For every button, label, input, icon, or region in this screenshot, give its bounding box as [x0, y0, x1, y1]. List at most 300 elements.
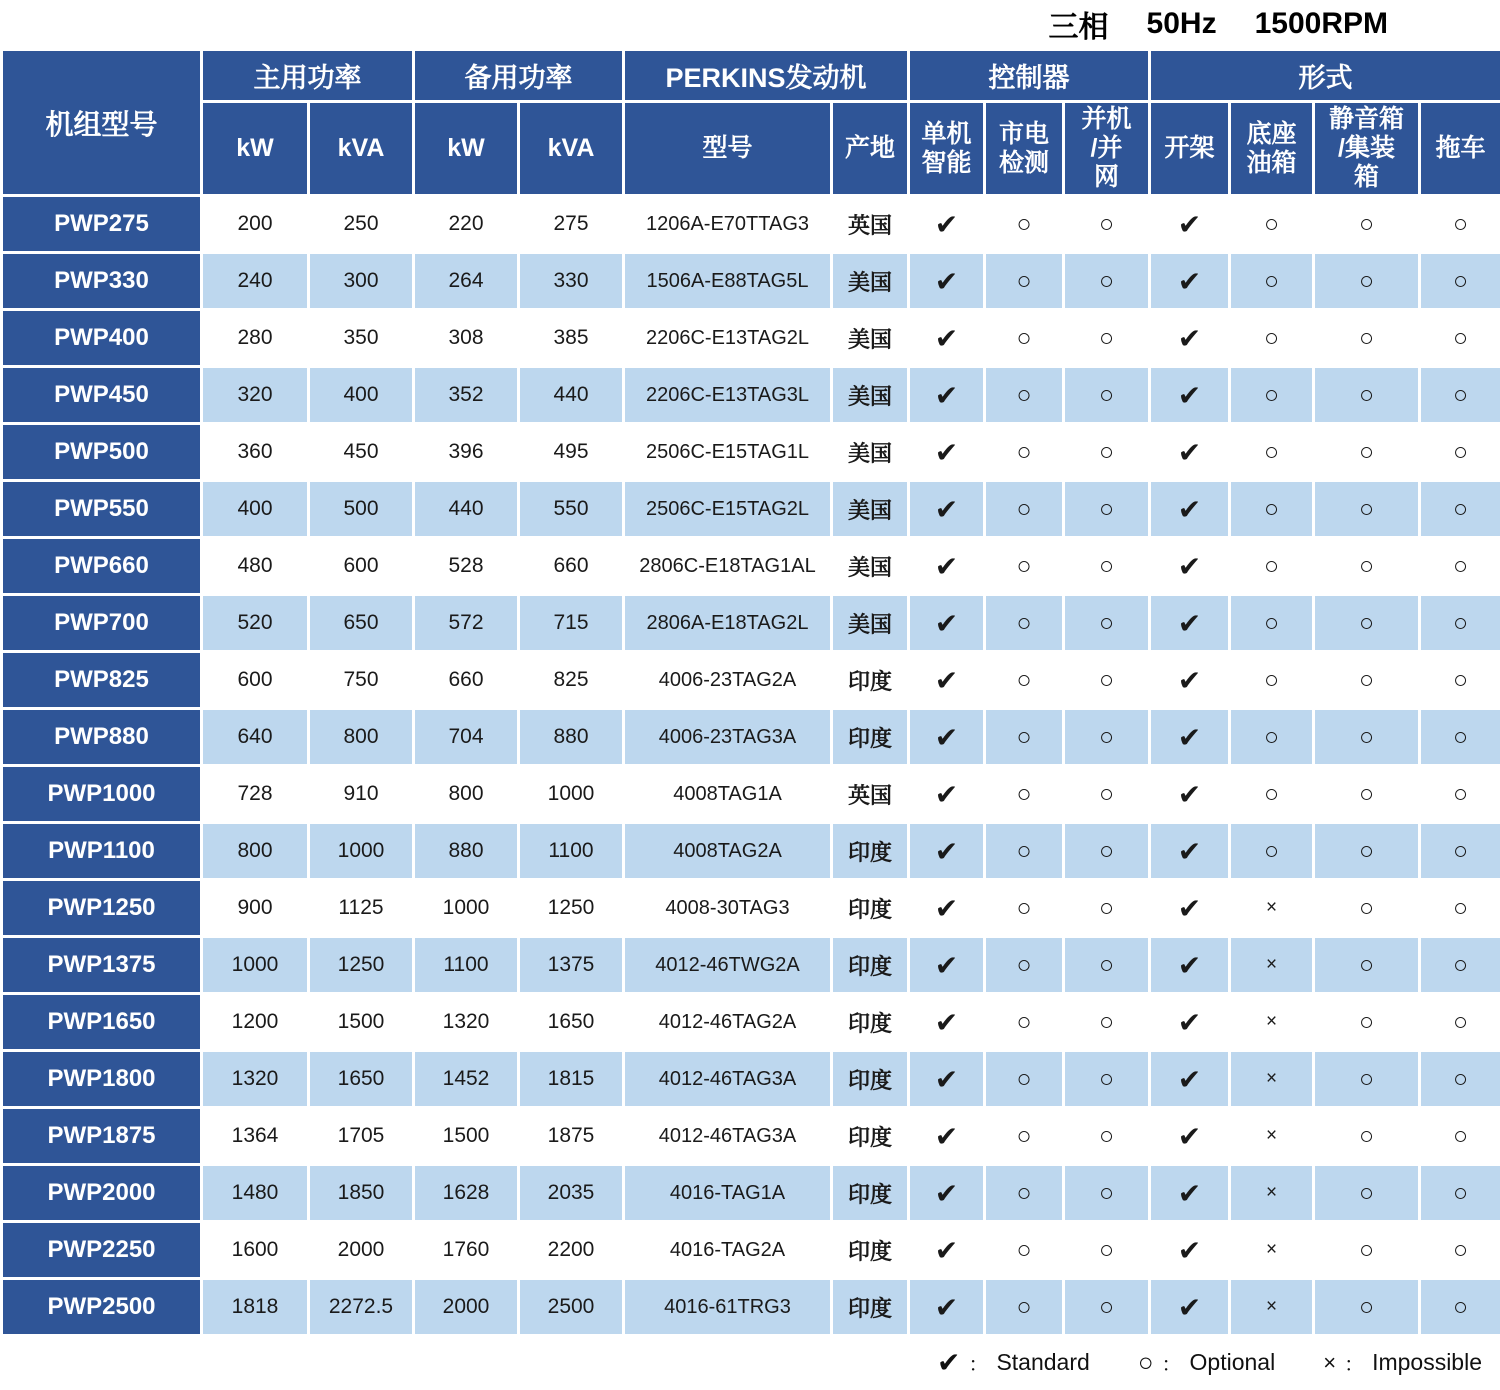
controller-standalone-cell: ✔	[910, 767, 983, 821]
controller-mains-detect-cell: ○	[986, 1109, 1062, 1163]
form-open-frame-cell: ✔	[1151, 995, 1228, 1049]
form-open-frame-cell: ✔	[1151, 254, 1228, 308]
model-cell: PWP400	[3, 311, 200, 365]
standby-kw-cell: 308	[415, 311, 517, 365]
legend-impossible-label: Impossible	[1372, 1349, 1482, 1375]
prime-kva-cell: 1705	[310, 1109, 412, 1163]
controller-mains-detect-cell: ○	[986, 1052, 1062, 1106]
form-trailer-cell: ○	[1421, 881, 1500, 935]
column-header-engine-origin: 产地	[833, 103, 907, 194]
controller-mains-detect-cell: ○	[986, 1223, 1062, 1277]
legend-impossible-symbol: ×	[1323, 1349, 1337, 1375]
form-base-fuel-tank-cell: ○	[1231, 539, 1312, 593]
table-body	[3, 197, 1500, 1334]
column-header-form-base-fuel-tank: 底座 油箱	[1231, 103, 1312, 194]
form-silent-container-cell: ○	[1315, 653, 1418, 707]
column-header-standby-kva: kVA	[520, 103, 622, 194]
table-row	[3, 1166, 1500, 1220]
form-base-fuel-tank-cell: ×	[1231, 1223, 1312, 1277]
form-trailer-cell: ○	[1421, 1052, 1500, 1106]
form-open-frame-cell: ✔	[1151, 1223, 1228, 1277]
table-row	[3, 824, 1500, 878]
engine-model-cell: 4016-TAG2A	[625, 1223, 830, 1277]
form-silent-container-cell: ○	[1315, 482, 1418, 536]
form-trailer-cell: ○	[1421, 482, 1500, 536]
engine-origin-cell: 美国	[833, 425, 907, 479]
model-cell: PWP2500	[3, 1280, 200, 1334]
prime-kva-cell: 450	[310, 425, 412, 479]
standby-kva-cell: 880	[520, 710, 622, 764]
engine-origin-cell: 印度	[833, 1109, 907, 1163]
controller-parallel-cell: ○	[1065, 539, 1148, 593]
form-open-frame-cell: ✔	[1151, 938, 1228, 992]
form-trailer-cell: ○	[1421, 824, 1500, 878]
table-row	[3, 425, 1500, 479]
form-open-frame-cell: ✔	[1151, 881, 1228, 935]
engine-model-cell: 4006-23TAG2A	[625, 653, 830, 707]
legend-separator: ：	[1344, 1354, 1365, 1376]
legend-standard-symbol: ✔	[936, 1347, 961, 1378]
form-base-fuel-tank-cell: ○	[1231, 368, 1312, 422]
form-open-frame-cell: ✔	[1151, 1166, 1228, 1220]
form-trailer-cell: ○	[1421, 710, 1500, 764]
column-group-5: 形式	[1151, 51, 1500, 100]
engine-model-cell: 4012-46TWG2A	[625, 938, 830, 992]
model-cell: PWP275	[3, 197, 200, 251]
table-row	[3, 767, 1500, 821]
form-silent-container-cell: ○	[1315, 938, 1418, 992]
standby-kva-cell: 385	[520, 311, 622, 365]
engine-model-cell: 4008TAG1A	[625, 767, 830, 821]
engine-origin-cell: 美国	[833, 368, 907, 422]
table-row	[3, 1052, 1500, 1106]
controller-parallel-cell: ○	[1065, 767, 1148, 821]
form-silent-container-cell: ○	[1315, 1052, 1418, 1106]
prime-kva-cell: 1650	[310, 1052, 412, 1106]
form-trailer-cell: ○	[1421, 539, 1500, 593]
standby-kw-cell: 800	[415, 767, 517, 821]
standby-kva-cell: 1250	[520, 881, 622, 935]
controller-standalone-cell: ✔	[910, 824, 983, 878]
engine-origin-cell: 印度	[833, 1223, 907, 1277]
controller-parallel-cell: ○	[1065, 1109, 1148, 1163]
prime-kw-cell: 200	[203, 197, 307, 251]
column-header-prime-kw: kW	[203, 103, 307, 194]
table-row	[3, 539, 1500, 593]
table-row	[3, 710, 1500, 764]
table-header	[3, 51, 1500, 194]
standby-kw-cell: 1000	[415, 881, 517, 935]
prime-kva-cell: 1125	[310, 881, 412, 935]
standby-kva-cell: 1375	[520, 938, 622, 992]
form-trailer-cell: ○	[1421, 938, 1500, 992]
controller-parallel-cell: ○	[1065, 653, 1148, 707]
engine-model-cell: 2806C-E18TAG1AL	[625, 539, 830, 593]
model-cell: PWP550	[3, 482, 200, 536]
form-base-fuel-tank-cell: ○	[1231, 197, 1312, 251]
controller-standalone-cell: ✔	[910, 653, 983, 707]
controller-parallel-cell: ○	[1065, 1166, 1148, 1220]
engine-origin-cell: 印度	[833, 1166, 907, 1220]
engine-origin-cell: 英国	[833, 767, 907, 821]
prime-kw-cell: 1480	[203, 1166, 307, 1220]
controller-parallel-cell: ○	[1065, 1052, 1148, 1106]
legend-standard-label: Standard	[996, 1349, 1090, 1375]
prime-kva-cell: 1000	[310, 824, 412, 878]
model-cell: PWP825	[3, 653, 200, 707]
controller-mains-detect-cell: ○	[986, 1280, 1062, 1334]
form-silent-container-cell: ○	[1315, 311, 1418, 365]
form-open-frame-cell: ✔	[1151, 482, 1228, 536]
legend-separator: ：	[968, 1354, 989, 1376]
controller-standalone-cell: ✔	[910, 1166, 983, 1220]
standby-kw-cell: 572	[415, 596, 517, 650]
prime-kw-cell: 360	[203, 425, 307, 479]
legend-item-impossible	[1323, 1348, 1482, 1377]
controller-mains-detect-cell: ○	[986, 881, 1062, 935]
form-open-frame-cell: ✔	[1151, 710, 1228, 764]
form-open-frame-cell: ✔	[1151, 539, 1228, 593]
form-trailer-cell: ○	[1421, 596, 1500, 650]
column-header-engine-model: 型号	[625, 103, 830, 194]
form-trailer-cell: ○	[1421, 1109, 1500, 1163]
form-trailer-cell: ○	[1421, 368, 1500, 422]
standby-kw-cell: 1760	[415, 1223, 517, 1277]
form-silent-container-cell: ○	[1315, 1166, 1418, 1220]
controller-standalone-cell: ✔	[910, 710, 983, 764]
engine-model-cell: 4016-TAG1A	[625, 1166, 830, 1220]
controller-mains-detect-cell: ○	[986, 710, 1062, 764]
table-row	[3, 1280, 1500, 1334]
form-open-frame-cell: ✔	[1151, 596, 1228, 650]
standby-kva-cell: 440	[520, 368, 622, 422]
controller-parallel-cell: ○	[1065, 482, 1148, 536]
controller-parallel-cell: ○	[1065, 368, 1148, 422]
standby-kw-cell: 704	[415, 710, 517, 764]
prime-kw-cell: 1818	[203, 1280, 307, 1334]
standby-kw-cell: 1452	[415, 1052, 517, 1106]
engine-model-cell: 2206C-E13TAG2L	[625, 311, 830, 365]
controller-standalone-cell: ✔	[910, 938, 983, 992]
prime-kw-cell: 1364	[203, 1109, 307, 1163]
legend-optional-symbol: ○	[1137, 1347, 1154, 1377]
form-base-fuel-tank-cell: ×	[1231, 881, 1312, 935]
title-speed: 1500RPM	[1254, 7, 1388, 40]
header-sub-row	[3, 103, 1500, 194]
controller-standalone-cell: ✔	[910, 881, 983, 935]
controller-parallel-cell: ○	[1065, 1223, 1148, 1277]
standby-kw-cell: 264	[415, 254, 517, 308]
standby-kw-cell: 1628	[415, 1166, 517, 1220]
standby-kva-cell: 330	[520, 254, 622, 308]
form-base-fuel-tank-cell: ○	[1231, 311, 1312, 365]
prime-kva-cell: 250	[310, 197, 412, 251]
column-header-form-open-frame: 开架	[1151, 103, 1228, 194]
prime-kva-cell: 500	[310, 482, 412, 536]
engine-origin-cell: 印度	[833, 1280, 907, 1334]
controller-standalone-cell: ✔	[910, 368, 983, 422]
form-base-fuel-tank-cell: ×	[1231, 1109, 1312, 1163]
controller-parallel-cell: ○	[1065, 596, 1148, 650]
form-open-frame-cell: ✔	[1151, 197, 1228, 251]
column-group-3: PERKINS发动机	[625, 51, 907, 100]
engine-model-cell: 4012-46TAG3A	[625, 1109, 830, 1163]
controller-mains-detect-cell: ○	[986, 482, 1062, 536]
standby-kva-cell: 660	[520, 539, 622, 593]
form-open-frame-cell: ✔	[1151, 1280, 1228, 1334]
controller-standalone-cell: ✔	[910, 1280, 983, 1334]
model-cell: PWP1800	[3, 1052, 200, 1106]
controller-standalone-cell: ✔	[910, 995, 983, 1049]
column-group-4: 控制器	[910, 51, 1148, 100]
controller-mains-detect-cell: ○	[986, 311, 1062, 365]
prime-kva-cell: 1850	[310, 1166, 412, 1220]
legend-separator: ：	[1161, 1354, 1182, 1376]
controller-standalone-cell: ✔	[910, 1052, 983, 1106]
form-open-frame-cell: ✔	[1151, 824, 1228, 878]
prime-kva-cell: 350	[310, 311, 412, 365]
controller-parallel-cell: ○	[1065, 995, 1148, 1049]
controller-mains-detect-cell: ○	[986, 1166, 1062, 1220]
form-open-frame-cell: ✔	[1151, 653, 1228, 707]
prime-kva-cell: 400	[310, 368, 412, 422]
standby-kw-cell: 1500	[415, 1109, 517, 1163]
table-row	[3, 482, 1500, 536]
standby-kva-cell: 1815	[520, 1052, 622, 1106]
standby-kw-cell: 660	[415, 653, 517, 707]
controller-parallel-cell: ○	[1065, 197, 1148, 251]
prime-kw-cell: 640	[203, 710, 307, 764]
controller-parallel-cell: ○	[1065, 938, 1148, 992]
prime-kva-cell: 1250	[310, 938, 412, 992]
standby-kva-cell: 1875	[520, 1109, 622, 1163]
standby-kva-cell: 550	[520, 482, 622, 536]
standby-kw-cell: 440	[415, 482, 517, 536]
table-row	[3, 1109, 1500, 1163]
form-silent-container-cell: ○	[1315, 197, 1418, 251]
form-base-fuel-tank-cell: ○	[1231, 824, 1312, 878]
engine-origin-cell: 印度	[833, 1052, 907, 1106]
engine-origin-cell: 美国	[833, 311, 907, 365]
prime-kw-cell: 240	[203, 254, 307, 308]
column-header-form-trailer: 拖车	[1421, 103, 1500, 194]
form-base-fuel-tank-cell: ×	[1231, 1280, 1312, 1334]
form-open-frame-cell: ✔	[1151, 767, 1228, 821]
engine-model-cell: 2506C-E15TAG1L	[625, 425, 830, 479]
table-row	[3, 653, 1500, 707]
engine-model-cell: 4008TAG2A	[625, 824, 830, 878]
table-row	[3, 938, 1500, 992]
prime-kw-cell: 1600	[203, 1223, 307, 1277]
form-silent-container-cell: ○	[1315, 254, 1418, 308]
standby-kw-cell: 1100	[415, 938, 517, 992]
model-cell: PWP450	[3, 368, 200, 422]
engine-origin-cell: 美国	[833, 539, 907, 593]
form-trailer-cell: ○	[1421, 197, 1500, 251]
form-base-fuel-tank-cell: ×	[1231, 938, 1312, 992]
form-trailer-cell: ○	[1421, 767, 1500, 821]
prime-kw-cell: 728	[203, 767, 307, 821]
table-row	[3, 596, 1500, 650]
model-cell: PWP1100	[3, 824, 200, 878]
prime-kw-cell: 400	[203, 482, 307, 536]
model-cell: PWP700	[3, 596, 200, 650]
form-open-frame-cell: ✔	[1151, 1052, 1228, 1106]
controller-parallel-cell: ○	[1065, 881, 1148, 935]
legend-optional-label: Optional	[1189, 1349, 1276, 1375]
controller-mains-detect-cell: ○	[986, 197, 1062, 251]
prime-kva-cell: 650	[310, 596, 412, 650]
column-header-controller-parallel: 并机 /并 网	[1065, 103, 1148, 194]
form-silent-container-cell: ○	[1315, 1109, 1418, 1163]
engine-origin-cell: 英国	[833, 197, 907, 251]
controller-parallel-cell: ○	[1065, 1280, 1148, 1334]
engine-origin-cell: 美国	[833, 596, 907, 650]
engine-origin-cell: 印度	[833, 653, 907, 707]
table-row	[3, 1223, 1500, 1277]
form-silent-container-cell: ○	[1315, 995, 1418, 1049]
controller-mains-detect-cell: ○	[986, 368, 1062, 422]
controller-mains-detect-cell: ○	[986, 539, 1062, 593]
prime-kw-cell: 320	[203, 368, 307, 422]
form-silent-container-cell: ○	[1315, 539, 1418, 593]
column-header-controller-mains-detect: 市电 检测	[986, 103, 1062, 194]
column-group-2: 备用功率	[415, 51, 622, 100]
title-phase: 三相	[1048, 11, 1109, 44]
column-header-standby-kw: kW	[415, 103, 517, 194]
controller-parallel-cell: ○	[1065, 311, 1148, 365]
standby-kw-cell: 880	[415, 824, 517, 878]
model-cell: PWP2000	[3, 1166, 200, 1220]
engine-origin-cell: 印度	[833, 824, 907, 878]
column-header-form-silent-container: 静音箱 /集装 箱	[1315, 103, 1418, 194]
column-header-prime-kva: kVA	[310, 103, 412, 194]
standby-kva-cell: 715	[520, 596, 622, 650]
prime-kw-cell: 1200	[203, 995, 307, 1049]
standby-kva-cell: 1650	[520, 995, 622, 1049]
standby-kva-cell: 2200	[520, 1223, 622, 1277]
prime-kw-cell: 520	[203, 596, 307, 650]
controller-standalone-cell: ✔	[910, 197, 983, 251]
form-base-fuel-tank-cell: ○	[1231, 653, 1312, 707]
form-silent-container-cell: ○	[1315, 425, 1418, 479]
form-trailer-cell: ○	[1421, 425, 1500, 479]
controller-mains-detect-cell: ○	[986, 254, 1062, 308]
standby-kw-cell: 352	[415, 368, 517, 422]
form-trailer-cell: ○	[1421, 1166, 1500, 1220]
standby-kw-cell: 528	[415, 539, 517, 593]
legend-item-standard	[937, 1346, 1090, 1379]
prime-kva-cell: 800	[310, 710, 412, 764]
model-cell: PWP1000	[3, 767, 200, 821]
controller-mains-detect-cell: ○	[986, 824, 1062, 878]
controller-standalone-cell: ✔	[910, 1109, 983, 1163]
form-open-frame-cell: ✔	[1151, 368, 1228, 422]
controller-mains-detect-cell: ○	[986, 596, 1062, 650]
controller-parallel-cell: ○	[1065, 254, 1148, 308]
form-trailer-cell: ○	[1421, 653, 1500, 707]
form-base-fuel-tank-cell: ○	[1231, 425, 1312, 479]
model-cell: PWP880	[3, 710, 200, 764]
controller-parallel-cell: ○	[1065, 425, 1148, 479]
form-trailer-cell: ○	[1421, 311, 1500, 365]
engine-model-cell: 4006-23TAG3A	[625, 710, 830, 764]
controller-parallel-cell: ○	[1065, 824, 1148, 878]
form-trailer-cell: ○	[1421, 995, 1500, 1049]
form-base-fuel-tank-cell: ○	[1231, 254, 1312, 308]
model-cell: PWP2250	[3, 1223, 200, 1277]
prime-kva-cell: 1500	[310, 995, 412, 1049]
form-base-fuel-tank-cell: ○	[1231, 710, 1312, 764]
standby-kw-cell: 2000	[415, 1280, 517, 1334]
prime-kw-cell: 900	[203, 881, 307, 935]
prime-kva-cell: 2000	[310, 1223, 412, 1277]
form-base-fuel-tank-cell: ○	[1231, 767, 1312, 821]
standby-kva-cell: 1100	[520, 824, 622, 878]
prime-kva-cell: 2272.5	[310, 1280, 412, 1334]
engine-model-cell: 2506C-E15TAG2L	[625, 482, 830, 536]
standby-kva-cell: 2035	[520, 1166, 622, 1220]
engine-origin-cell: 印度	[833, 995, 907, 1049]
model-cell: PWP1650	[3, 995, 200, 1049]
model-cell: PWP500	[3, 425, 200, 479]
standby-kva-cell: 275	[520, 197, 622, 251]
table-row	[3, 368, 1500, 422]
engine-model-cell: 4016-61TRG3	[625, 1280, 830, 1334]
engine-model-cell: 2806A-E18TAG2L	[625, 596, 830, 650]
model-cell: PWP1875	[3, 1109, 200, 1163]
engine-model-cell: 2206C-E13TAG3L	[625, 368, 830, 422]
form-silent-container-cell: ○	[1315, 1223, 1418, 1277]
prime-kw-cell: 800	[203, 824, 307, 878]
standby-kva-cell: 2500	[520, 1280, 622, 1334]
engine-origin-cell: 印度	[833, 938, 907, 992]
form-open-frame-cell: ✔	[1151, 311, 1228, 365]
column-header-controller-standalone: 单机 智能	[910, 103, 983, 194]
prime-kw-cell: 280	[203, 311, 307, 365]
form-base-fuel-tank-cell: ○	[1231, 596, 1312, 650]
standby-kva-cell: 495	[520, 425, 622, 479]
model-cell: PWP660	[3, 539, 200, 593]
controller-mains-detect-cell: ○	[986, 995, 1062, 1049]
engine-origin-cell: 印度	[833, 881, 907, 935]
controller-mains-detect-cell: ○	[986, 938, 1062, 992]
prime-kw-cell: 1000	[203, 938, 307, 992]
model-cell: PWP1375	[3, 938, 200, 992]
prime-kva-cell: 750	[310, 653, 412, 707]
controller-mains-detect-cell: ○	[986, 653, 1062, 707]
form-silent-container-cell: ○	[1315, 881, 1418, 935]
standby-kva-cell: 1000	[520, 767, 622, 821]
prime-kva-cell: 910	[310, 767, 412, 821]
form-silent-container-cell: ○	[1315, 368, 1418, 422]
engine-origin-cell: 美国	[833, 482, 907, 536]
form-silent-container-cell: ○	[1315, 767, 1418, 821]
table-row	[3, 311, 1500, 365]
prime-kva-cell: 300	[310, 254, 412, 308]
legend-item-optional	[1138, 1347, 1275, 1378]
prime-kw-cell: 480	[203, 539, 307, 593]
engine-origin-cell: 美国	[833, 254, 907, 308]
form-silent-container-cell: ○	[1315, 710, 1418, 764]
engine-model-cell: 1206A-E70TTAG3	[625, 197, 830, 251]
controller-mains-detect-cell: ○	[986, 767, 1062, 821]
table-row	[3, 197, 1500, 251]
standby-kw-cell: 396	[415, 425, 517, 479]
generator-spec-table	[0, 48, 1500, 1337]
model-cell: PWP330	[3, 254, 200, 308]
controller-mains-detect-cell: ○	[986, 425, 1062, 479]
